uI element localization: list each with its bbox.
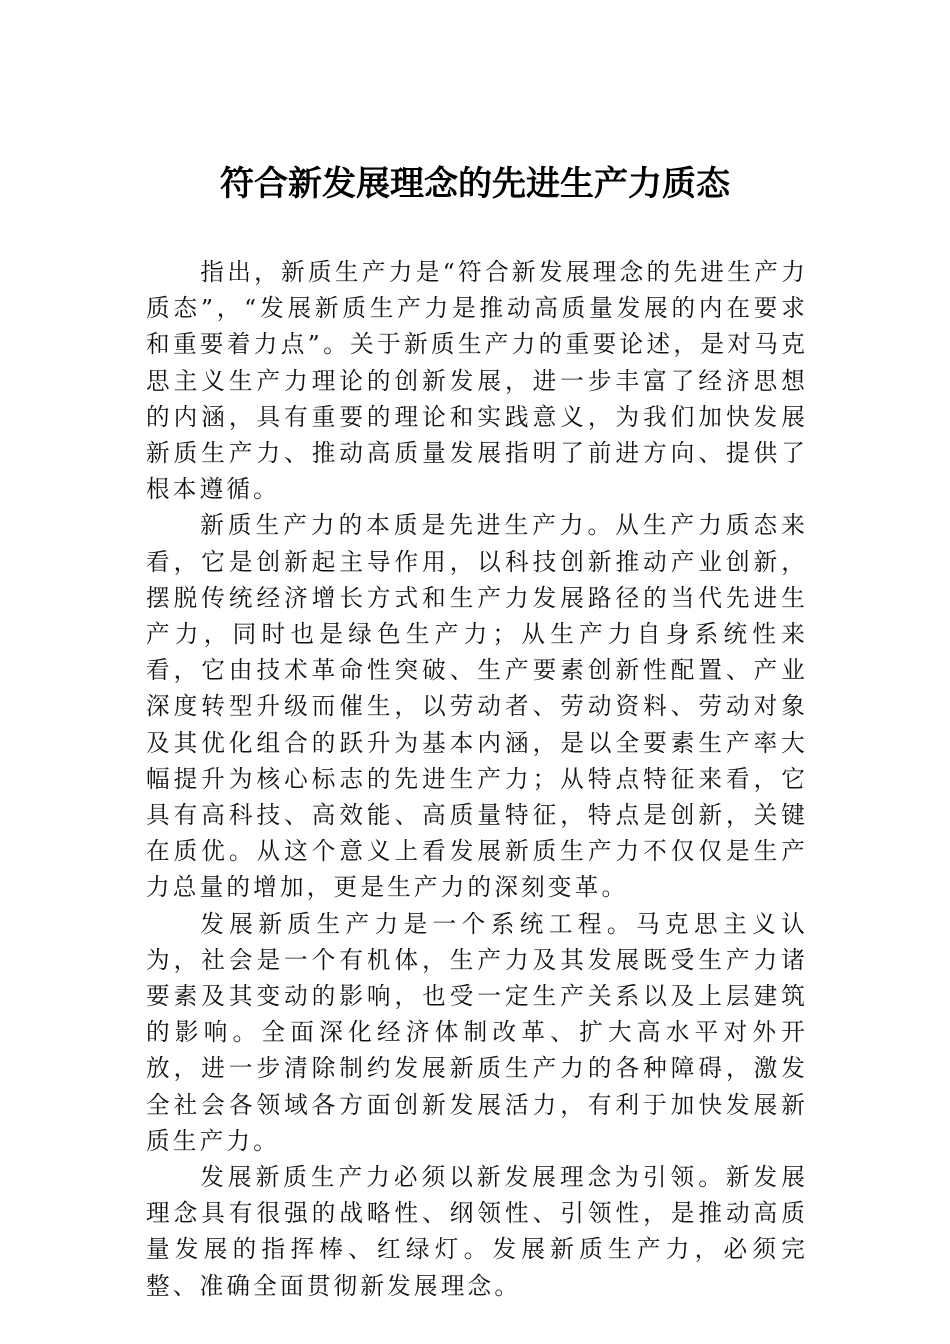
paragraph-2: 新质生产力的本质是先进生产力。从生产力质态来看，它是创新起主导作用，以科技创新推动产业创新，摆脱传统经济增长方式和生产力发展路径的当代先进生产力，同时也是绿色生产力；从生产力自身系统性来看，它由技术革命性突破、生产要素创新性配置、产业深度转型升级而催生，以劳动者、劳动资料、劳动对象及其优化组合的跃升为基本内涵，是以全要素生产率大幅提升为核心标志的先进生产力；从特点特征来看，它具有高科技、高效能、高质量特征，特点是创新，关键在质优。从这个意义上看发展新质生产力不仅仅是生产力总量的增加，更是生产力的深刻变革。 — [146, 511, 808, 902]
paragraph-3: 发展新质生产力是一个系统工程。马克思主义认为，社会是一个有机体，生产力及其发展既受生产力诸要素及其变动的影响，也受一定生产关系以及上层建筑的影响。全面深化经济体制改革、扩大高水平对外开放，进一步清除制约发展新质生产力的各种障碍，激发全社会各领域各方面创新发展活力，有利于加快发展新质生产力。 — [146, 909, 808, 1155]
paragraph-4: 发展新质生产力必须以新发展理念为引领。新发展理念具有很强的战略性、纲领性、引领性，是推动高质量发展的指挥棒、红绿灯。发展新质生产力，必须完整、准确全面贯彻新发展理念。 — [146, 1163, 808, 1300]
page-title: 符合新发展理念的先进生产力质态 — [220, 164, 730, 204]
paragraph-1: 指出，新质生产力是“符合新发展理念的先进生产力质态”，“发展新质生产力是推动高质量发展的内在要求和重要着力点”。关于新质生产力的重要论述，是对马克思主义生产力理论的创新发展，进一步丰富了经济思想的内涵，具有重要的理论和实践意义，为我们加快发展新质生产力、推动高质量发展指明了前进方向、提供了根本遵循。 — [146, 258, 808, 504]
document-body — [146, 254, 808, 1304]
